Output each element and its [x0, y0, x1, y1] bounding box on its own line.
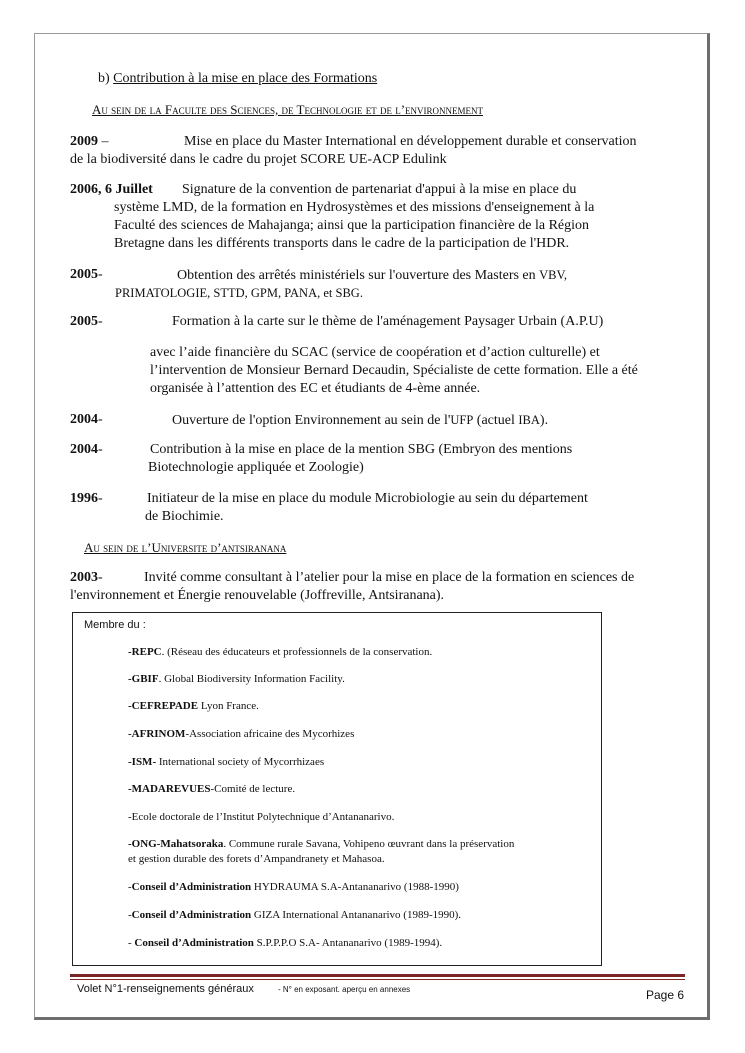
entry-2003-line2: l'environnement et Énergie renouvelable (Joffreville, Antsiranana).: [70, 588, 445, 603]
entry-2009-line1: Mise en place du Master International en développement durable et conservation: [184, 134, 637, 149]
entry-2006-date: 2006, 6 Juillet: [70, 182, 153, 197]
member-ong-line2: et gestion durable des forets d’Ampandranety et Mahasoa.: [128, 853, 385, 865]
entry-2009-line2: de la biodiversité dans le cadre du projet SCORE UE-ACP Edulink: [70, 152, 447, 167]
member-cefrepade: -CEFREPADE Lyon France.: [128, 700, 259, 712]
member-ism: -ISM- International society of Mycorrhizaes: [128, 756, 325, 768]
member-afrinom: -AFRINOM-Association africaine des Mycorhizes: [128, 728, 355, 740]
page-number: Page 6: [646, 988, 685, 1002]
entry-2005b-line4: organisée à l’attention des EC et étudiants de 4-ème année.: [150, 381, 481, 396]
entry-2005a-line1: Obtention des arrêtés ministériels sur l'ouverture des Masters en VBV,: [177, 268, 568, 283]
entry-2004a-date: 2004-: [70, 412, 103, 427]
member-ca-giza: -Conseil d’Administration GIZA International Antananarivo (1989-1990).: [128, 909, 462, 921]
univ-heading: Au sein de l’Universite d’antsiranana: [84, 540, 287, 555]
entry-2004b-line1: Contribution à la mise en place de la mention SBG (Embryon des mentions: [150, 442, 573, 457]
member-ecole: -Ecole doctorale de l’Institut Polytechnique d’Antananarivo.: [128, 811, 395, 823]
footer-volet: Volet N°1-renseignements généraux: [77, 983, 254, 995]
section-heading: b) Contribution à la mise en place des Formations: [98, 71, 378, 86]
entry-2004a-line1: Ouverture de l'option Environnement au sein de l'UFP (actuel IBA).: [172, 413, 549, 428]
entry-2005a-date: 2005-: [70, 267, 103, 282]
entry-2006-line2: système LMD, de la formation en Hydrosystèmes et des missions d'enseignement à la: [114, 200, 595, 215]
faculty-heading: Au sein de la Faculte des Sciences, de Technologie et de l’environnement: [92, 102, 484, 117]
entry-1996-line2: de Biochimie.: [145, 509, 224, 524]
entry-2006-line1: Signature de la convention de partenariat d'appui à la mise en place du: [182, 182, 577, 197]
footer-rule-thick: [70, 974, 685, 977]
footer-note: - N° en exposant. aperçu en annexes: [278, 985, 411, 994]
entry-2005b-date: 2005-: [70, 314, 103, 329]
entry-2009-date: 2009 –: [70, 134, 109, 149]
membership-label: Membre du :: [84, 619, 146, 631]
entry-1996-date: 1996-: [70, 491, 103, 506]
entry-2006-line3: Faculté des sciences de Mahajanga; ainsi que la participation financière de la Région: [114, 218, 590, 233]
entry-2005b-line1: Formation à la carte sur le thème de l'aménagement Paysager Urbain (A.P.U): [172, 314, 604, 329]
entry-2004b-line2: Biotechnologie appliquée et Zoologie): [148, 460, 364, 475]
member-madarevues: -MADAREVUES-Comité de lecture.: [128, 783, 296, 795]
member-repc: -REPC. (Réseau des éducateurs et professionnels de la conservation.: [128, 646, 433, 658]
entry-2005a-line2: PRIMATOLOGIE, STTD, GPM, PANA, et SBG.: [115, 286, 363, 300]
entry-2005b-line3: l’intervention de Monsieur Bernard Decaudin, Spécialiste de cette formation. Elle a été: [150, 363, 638, 378]
footer-rule-thin: [70, 979, 685, 980]
entry-2005b-line2: avec l’aide financière du SCAC (service de coopération et d’action culturelle) et: [150, 345, 600, 360]
member-ca-spppo: - Conseil d’Administration S.P.P.P.O S.A- Antananarivo (1989-1994).: [128, 937, 443, 949]
member-gbif: -GBIF. Global Biodiversity Information Facility.: [128, 673, 345, 685]
entry-2006-line4: Bretagne dans les différents transports dans le cadre de la participation de l'HDR.: [114, 236, 570, 251]
entry-1996-line1: Initiateur de la mise en place du module Microbiologie au sein du département: [147, 491, 588, 506]
entry-2003-date: 2003-: [70, 570, 103, 585]
entry-2004b-date: 2004-: [70, 442, 103, 457]
member-ong-line1: -ONG-Mahatsoraka. Commune rurale Savana, Vohipeno œuvrant dans la préservation: [128, 838, 515, 850]
member-ca-hydrauma: -Conseil d’Administration HYDRAUMA S.A-Antananarivo (1988-1990): [128, 881, 459, 893]
entry-2003-line1: Invité comme consultant à l’atelier pour la mise en place de la formation en sciences de: [144, 570, 635, 585]
